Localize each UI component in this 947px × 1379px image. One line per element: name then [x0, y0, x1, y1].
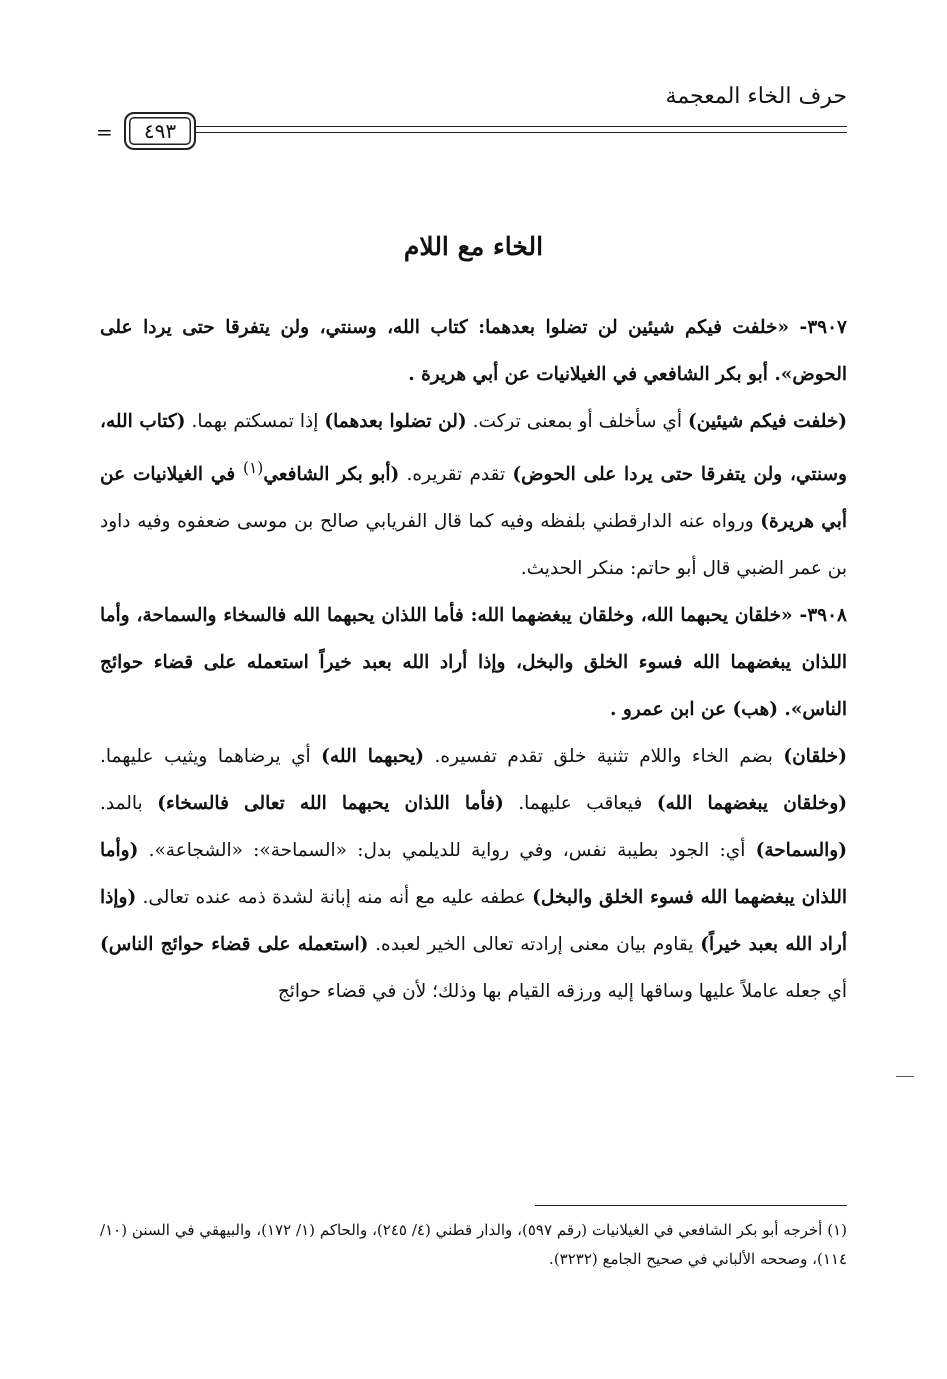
margin-mark [896, 1076, 914, 1077]
commentary-quote: (كتاب الله، وسنتي، ولن يتفرقا حتى يردا على الحوض) [100, 411, 847, 486]
commentary-3908 [100, 733, 847, 1015]
commentary-quote: (يحبهما الله) [321, 746, 425, 768]
commentary-quote: (وإذا أراد الله بعبد خيراً) [100, 887, 848, 956]
commentary-text: يقاوم بيان معنى إرادته تعالى الخير لعبده. [368, 934, 701, 956]
commentary-text: أي سأخلف أو بمعنى تركت. [466, 411, 689, 432]
footnote-marker[interactable]: (١) [243, 459, 264, 477]
commentary-quote: (وأما اللذان يبغضهما الله فسوء الخلق والبخل) [100, 840, 847, 909]
commentary-text: تقدم تقريره. [399, 464, 513, 486]
footnote-rule [535, 1205, 847, 1206]
entry-number: ٣٩٠٧- [799, 317, 847, 338]
hadith-text: «خلقان يحبهما الله، وخلقان يبغضهما الله: فأما اللذان يحبهما الله فالسخاء والسماحة، وأما اللذان يبغضهما الله فسوء الخلق والبخل، وإذا أراد الله بعبد خيراً استعمله على قضاء حوائج الناس». (هب) عن ابن عمرو . [100, 605, 847, 721]
page-number: ٤٩٣ [143, 119, 177, 143]
header-left-mark: = [96, 120, 113, 144]
hadith-entry-3908 [100, 592, 847, 733]
commentary-3907 [100, 398, 847, 592]
commentary-quote: (استعمله على قضاء حوائج الناس) [100, 934, 369, 956]
commentary-text: بالمد. [100, 793, 158, 815]
commentary-quote: (خلقان) [783, 746, 847, 768]
commentary-text: أي يرضاهما ويثيب عليهما. [100, 746, 322, 768]
running-title: حرف الخاء المعجمة [665, 84, 847, 109]
main-text [100, 304, 847, 1015]
commentary-text: بضم الخاء واللام تثنية خلق تقدم تفسيره. [424, 746, 784, 768]
commentary-text: فيعاقب عليهما. [503, 793, 657, 815]
commentary-quote: (خلفت فيكم شيئين) [688, 411, 848, 432]
header-rule [190, 126, 847, 133]
footnotes [100, 1216, 847, 1274]
commentary-quote: (لن تضلوا بعدهما) [324, 411, 467, 432]
hadith-entry-3907 [100, 304, 847, 398]
commentary-text: عطفه عليه مع أنه منه إبانة لشدة ذمه عنده تعالى. [136, 887, 533, 909]
commentary-quote: (والسماحة) [755, 840, 847, 862]
footnote-1: (١) أخرجه أبو بكر الشافعي في الغيلانيات (رقم ٥٩٧)، والدار قطني (٤/ ٢٤٥)، والحاكم (١/ ١٧٢)، والبيهقي في السنن (١٠/ ١١٤)، وصححه الألباني في صحيح الجامع (٣٢٣٢). [100, 1221, 847, 1268]
commentary-quote: (فأما اللذان يحبهما الله تعالى فالسخاء) [157, 793, 504, 815]
page-number-frame [124, 112, 196, 150]
commentary-text: أي جعله عاملاً عليها وساقها إليه ورزقه القيام بها وذلك؛ لأن في قضاء حوائج [277, 981, 847, 1003]
commentary-text: أي: الجود بطيبة نفس، وفي رواية للديلمي بدل: «السماحة»: «الشجاعة». [138, 840, 756, 862]
commentary-text: إذا تمسكتم بهما. [185, 411, 325, 432]
commentary-quote: في الغيلانيات عن أبي هريرة) [100, 464, 847, 533]
section-heading: الخاء مع اللام [403, 232, 544, 261]
entry-number: ٣٩٠٨- [799, 605, 847, 627]
commentary-quote: (أبو بكر الشافعي [263, 464, 400, 486]
commentary-text: ورواه عنه الدارقطني بلفظه وفيه كما قال الفريابي صالح بن موسى ضعفوه وفيه داود بن عمر الضبي قال أبو حاتم: منكر الحديث. [100, 511, 847, 580]
commentary-quote: (وخلقان يبغضهما الله) [656, 793, 848, 815]
hadith-text: «خلفت فيكم شيئين لن تضلوا بعدهما: كتاب الله، وسنتي، ولن يتفرقا حتى يردا على الحوض». أبو بكر الشافعي في الغيلانيات عن أبي هريرة . [100, 317, 847, 385]
